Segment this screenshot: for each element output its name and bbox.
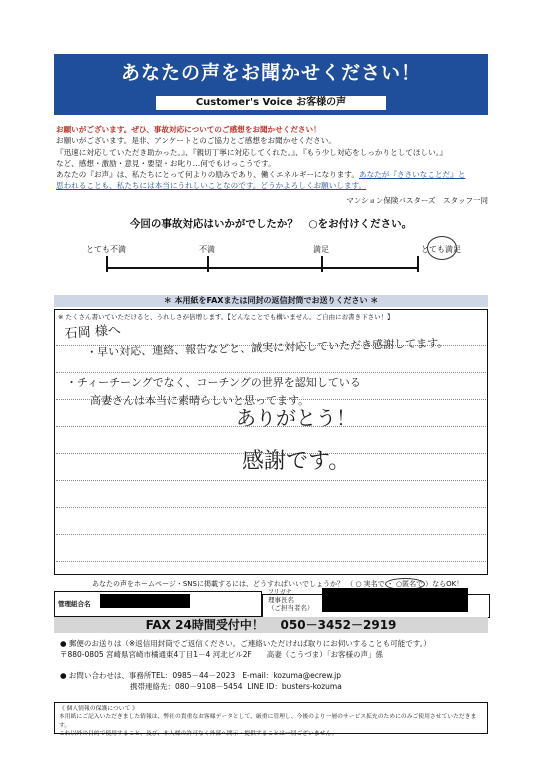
fax-number: 050－3452－2919: [280, 618, 397, 632]
handwritten-line-6: 感謝です。: [242, 449, 351, 474]
scale-option-satisfied[interactable]: 満足: [313, 245, 329, 254]
scale-tick-2: [207, 256, 209, 272]
office-tel: ● お問い合わせは、事務所TEL：0985－44－2023: [60, 671, 236, 680]
sns-option-anonymous[interactable]: ・ ○匿名で: [386, 580, 424, 588]
sns-option-real-name[interactable]: （ ○ 実名で: [346, 580, 385, 588]
scale-tick-4: [417, 256, 419, 272]
mobile-number: 携帯連絡先：080－9108－5454: [130, 682, 243, 691]
mail-info: [60, 638, 490, 660]
intro-line-2: お願いがございます。是非、アンケートとのご協力とご感想をお聞かせください。: [56, 136, 336, 146]
scale-option-very-satisfied[interactable]: とても満足: [421, 245, 461, 254]
ruled-line: [56, 480, 486, 482]
intro-line-1: お願いがございます。ぜひ、事故対応についてのご感想をお聞かせください！: [56, 125, 321, 134]
intro-line-5: あなたの『お声』は、私たちにとって何よりの励みであり、働くエネルギーになります。あなたが『ささいなことだ』と: [56, 170, 466, 180]
intro-text: [56, 124, 496, 192]
handwritten-line-4: 高妻さんは本当に素晴らしいと思ってます。: [90, 394, 310, 407]
line-id: LINE ID：busters-kozuma: [247, 682, 342, 691]
mail-line-1: ● 郵便のお送りは（※返信用封筒でご返信ください。ご連絡いただければ取りにお伺いすることも可能です。）: [60, 639, 431, 648]
intro-line-4: など、感想・激励・意見・要望・お叱り…何でもけっこうです。: [56, 158, 276, 168]
fax-label: FAX 24時間受付中！: [145, 618, 264, 632]
privacy-title: 《 個人情報の保護について 》: [59, 706, 138, 712]
contact-info: [60, 670, 490, 692]
scale-tick-1: [106, 256, 108, 272]
ruled-line: [56, 534, 486, 536]
page-subtitle: Customer's Voice お客様の声: [156, 96, 386, 110]
scale-option-dissatisfied[interactable]: 不満: [199, 245, 215, 254]
selected-circle-mark: [427, 236, 457, 260]
handwritten-line-3: ・チィーチーングでなく、コーチングの世界を認知している: [66, 376, 361, 389]
fax-bar: [54, 617, 488, 633]
rating-scale-line: [106, 267, 419, 269]
privacy-notice: [54, 702, 488, 738]
intro-line-6: 思われることも、私たちには本当にうれしいことなのです。どうかよろしくお願いします。: [56, 181, 367, 191]
sns-question: あなたの声をホームページ・SNSに掲載するには、どうすればいいでしょうか？ （ ○ 実名で ・ ○匿名で ）ならOK！: [92, 580, 464, 588]
handwritten-line-2: ・早い対応、連絡、報告などと、誠実に対応していただき感謝してます。: [86, 336, 449, 359]
scale-tick-3: [321, 256, 323, 272]
handwritten-line-5: ありがとう！: [236, 406, 356, 430]
chairman-name-label: 理事長名 （ご担当者名）: [268, 596, 314, 612]
comment-note: ※ たくさん書いていただけると、うれしさが倍増します。【どんなことでも構いません。ご自由にお書き下さい！】: [58, 313, 394, 321]
intro-line-3: 『迅速に対応していただき助かった。』、『親切丁寧に対応してくれた。』、『もう少し対応をしっかりとしてほしい。』: [56, 147, 448, 157]
ruled-line: [56, 561, 486, 563]
signature: マンション保険バスターズ スタッフ一同: [346, 196, 488, 205]
redacted-chairman-name: [322, 588, 468, 612]
redacted-association-name: [100, 594, 190, 608]
privacy-line-2: これ以外の目的で使用すること、及び、本人様の許可なく外部へ開示・提供することは一切ございません。: [59, 731, 338, 738]
mail-address: 〒880-0805 宮崎県宮崎市橘通東4丁目1－4 河北ビル2F 高妻（こうづま）「お客様の声」係: [60, 650, 384, 659]
furigana-label: フリガナ: [268, 589, 292, 596]
ruled-line: [56, 507, 486, 509]
rating-question: 今回の事故対応はいかがでしたか？ ○をお付けください。: [129, 218, 413, 230]
privacy-line-1: 本用紙にご記入いただきました情報は、弊社の貴重なお客様データとして、厳重に管理し、今後のより一層のサービス拡充のためにのみご使用させていただきます。: [59, 714, 477, 729]
scale-option-very-dissatisfied[interactable]: とても不満: [86, 245, 126, 254]
send-instruction-banner: ＊ 本用紙をFAXまたは同封の返信封筒でお送りください ＊: [54, 295, 488, 307]
email-address: E-mail：kozuma@ecrew.jp: [242, 671, 342, 680]
handwritten-line-1: 石岡 様へ: [64, 323, 122, 342]
page-title: あなたの声をお聞かせください！: [120, 62, 421, 84]
management-association-label: 管理組合名: [58, 600, 91, 608]
